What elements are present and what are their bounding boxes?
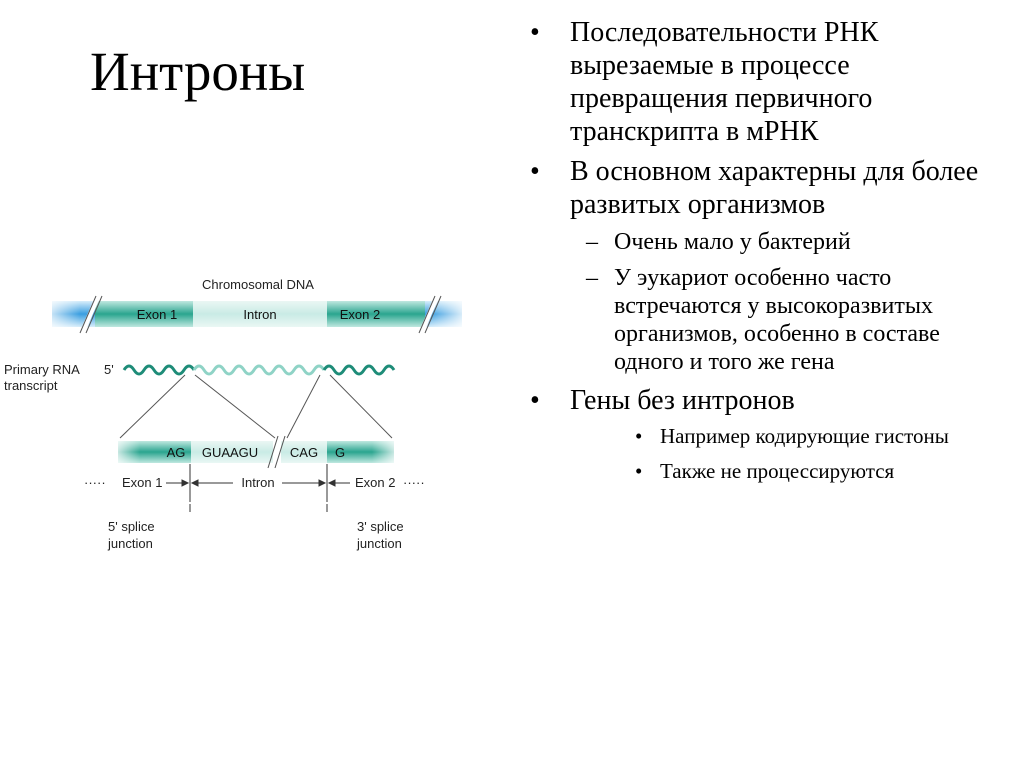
primary-rna-label: transcript: [4, 378, 58, 393]
rna-wave-intron: [194, 366, 324, 374]
chromosomal-dna-label: Chromosomal DNA: [202, 277, 314, 292]
exon1-label: Exon 1: [136, 307, 178, 322]
seq-ag: AG: [166, 445, 186, 460]
rna-wave-exon2: [324, 366, 394, 374]
bottom-exon1-label: Exon 1: [122, 475, 163, 490]
sub-bullet-marker: –: [586, 265, 598, 291]
sub-bullet-text: У эукариот особенно часто встречаются у высокоразвитых организмов, особенно в составе одного и того же гена: [614, 265, 940, 375]
bottom-exon2-label: Exon 2: [355, 475, 396, 490]
slide-title: Интроны: [90, 41, 306, 102]
bullet-item: [530, 384, 1010, 417]
zoom-lines: [120, 375, 392, 438]
bullet-marker: •: [530, 156, 540, 187]
sub-bullet-item: [530, 264, 1010, 376]
bullet-item: [530, 155, 1010, 221]
bottom-intron-label: Intron: [241, 475, 275, 490]
bullet-list: [530, 16, 1010, 494]
bullet-marker: •: [530, 385, 540, 416]
sub-sub-bullet-text: Например кодирующие гистоны: [660, 424, 949, 448]
bullet-marker: •: [530, 17, 540, 48]
sub-sub-bullet-marker: •: [635, 424, 643, 448]
splice3-label: junction: [357, 536, 402, 551]
sub-bullet-marker: –: [586, 229, 598, 255]
bullet-text: Последовательности РНК вырезаемые в процессе превращения первичного транскрипта в мРНК: [570, 17, 879, 147]
intron-label: Intron: [243, 307, 277, 322]
rna-wave-exon1: [124, 366, 194, 374]
splice5-label: 5' splice: [108, 519, 155, 534]
sub-sub-bullet-marker: •: [635, 459, 643, 483]
sub-sub-bullet-item: [530, 424, 1010, 449]
seq-guaagu: GUAAGU: [201, 445, 259, 460]
bullet-item: [530, 16, 1010, 148]
sub-bullet-item: [530, 228, 1010, 256]
splice5-label: junction: [108, 536, 153, 551]
seq-g: G: [334, 445, 346, 460]
seq-cag: CAG: [289, 445, 319, 460]
sub-sub-bullet-text: Также не процессируются: [660, 459, 895, 483]
bullet-text: В основном характерны для более развитых организмов: [570, 156, 979, 220]
splice3-label: 3' splice: [357, 519, 404, 534]
sub-bullet-text: Очень мало у бактерий: [614, 229, 851, 255]
exon2-label: Exon 2: [339, 307, 381, 322]
sub-sub-bullet-item: [530, 459, 1010, 484]
dots-left: ·····: [84, 475, 106, 490]
bullet-text: Гены без интронов: [570, 385, 795, 416]
dots-right: ·····: [403, 475, 425, 490]
primary-rna-label: Primary RNA: [4, 362, 80, 377]
intron-diagram: [0, 270, 470, 560]
five-prime-label: 5': [104, 362, 114, 377]
